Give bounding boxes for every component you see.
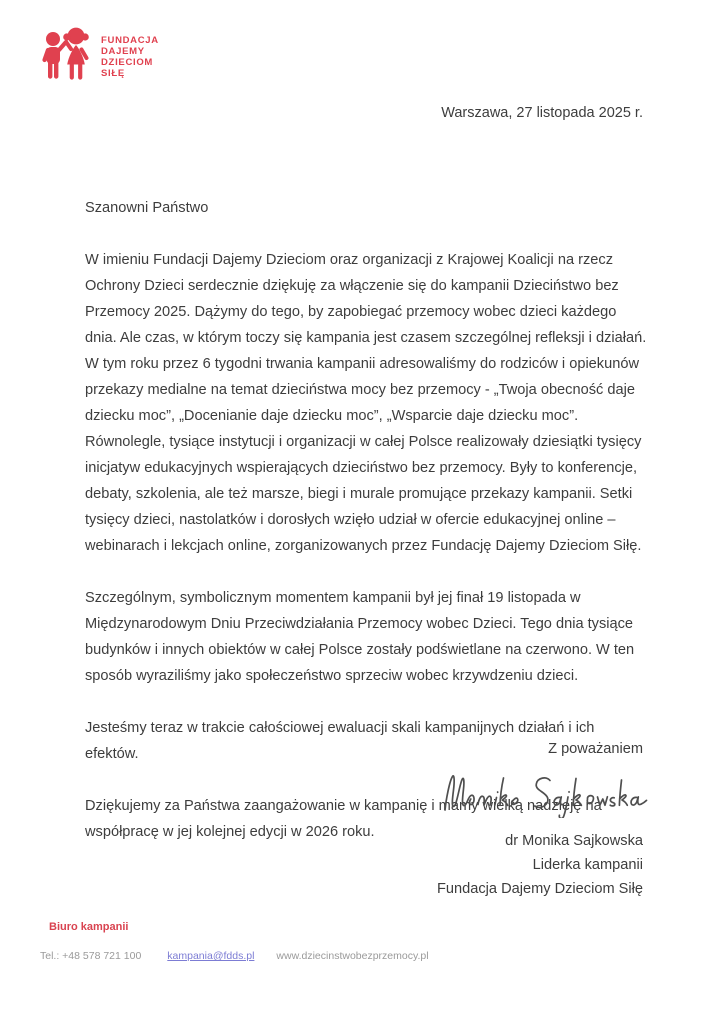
footer-office-label: Biuro kampanii: [49, 921, 129, 933]
paragraph-1: W imieniu Fundacji Dajemy Dzieciom oraz organizacji z Krajowej Koalicji na rzecz Ochrony Dzieci serdecznie dziękuję za włączenie się do kampanii Dzieciństwo bez Przemocy 2025. Dążymy do tego, by zapobiegać przemocy wobec dzieci każdego dnia. Ale czas, w którym toczy się kampania jest czasem szczególnej refleksji i działań. W tym roku przez 6 tygodni trwania kampanii adresowaliśmy do rodziców i opiekunów przekazy medialne na temat dzieciństwa mocy bez przemocy - „Twoja obecność daje dziecku moc”, „Docenianie daje dziecku moc”, „Wsparcie daje dziecku moc”. Równolegle, tysiące instytucji i organizacji w całej Polsce realizowały dziesiątki tysięcy inicjatyw edukacyjnych wspierających dzieciństwo bez przemocy. Były to konferencje, debaty, szkolenia, ale też marsze, biegi i murale promujące przekazy kampanii. Setki tysięcy dzieci, nastolatków i dorosłych wzięło udział w ofercie edukacyjnej online – webinarach i lekcjach online, zorganizowanych przez Fundację Dajemy Dzieciom Siłę.: [85, 252, 647, 554]
closing-block: [85, 736, 643, 901]
footer-website: www.dziecinstwobezprzemocy.pl: [276, 950, 429, 962]
logo-line-4: SIŁĘ: [101, 68, 125, 79]
footer-contact-row: [40, 950, 429, 962]
paragraph-2: Szczególnym, symbolicznym momentem kampanii był jej finał 19 listopada w Międzynarodowym Dniu Przeciwdziałania Przemocy wobec Dzieci. Tego dnia tysiące budynków i innych obiektów w całej Polsce zostały podświetlane na czerwono. W ten sposób wyraziliśmy jako społeczeństwo sprzeciw wobec krzywdzeniu dzieci.: [85, 590, 635, 684]
fdds-logo: [40, 24, 159, 82]
logo-wordmark: [101, 35, 159, 79]
logo-line-1: FUNDACJA: [101, 35, 159, 46]
signatory-organization: Fundacja Dajemy Dzieciom Siłę: [436, 881, 643, 897]
logo-line-3: DZIECIOM: [101, 57, 154, 68]
children-logo-icon: [40, 24, 92, 82]
date-line: Warszawa, 27 listopada 2025 r.: [441, 105, 643, 121]
signatory-name: dr Monika Sajkowska: [505, 833, 643, 849]
paragraph-3: Jesteśmy teraz w trakcie całościowej ewaluacji skali kampanijnych działań i ich efektów.: [85, 720, 595, 762]
signatory-role: Liderka kampanii: [532, 857, 643, 873]
footer-phone: Tel.: +48 578 721 100: [40, 950, 142, 962]
handwritten-signature: [437, 766, 649, 818]
logo-line-2: DAJEMY: [101, 46, 145, 57]
closing-phrase: Z poważaniem: [548, 741, 643, 757]
footer-email-link[interactable]: kampania@fdds.pl: [167, 950, 255, 962]
salutation: Szanowni Państwo: [85, 200, 209, 216]
paragraph-4: Dziękujemy za Państwa zaangażowanie w kampanię i mamy wielką nadzieję na współpracę w jej kolejnej edycji w 2026 roku.: [85, 798, 602, 840]
